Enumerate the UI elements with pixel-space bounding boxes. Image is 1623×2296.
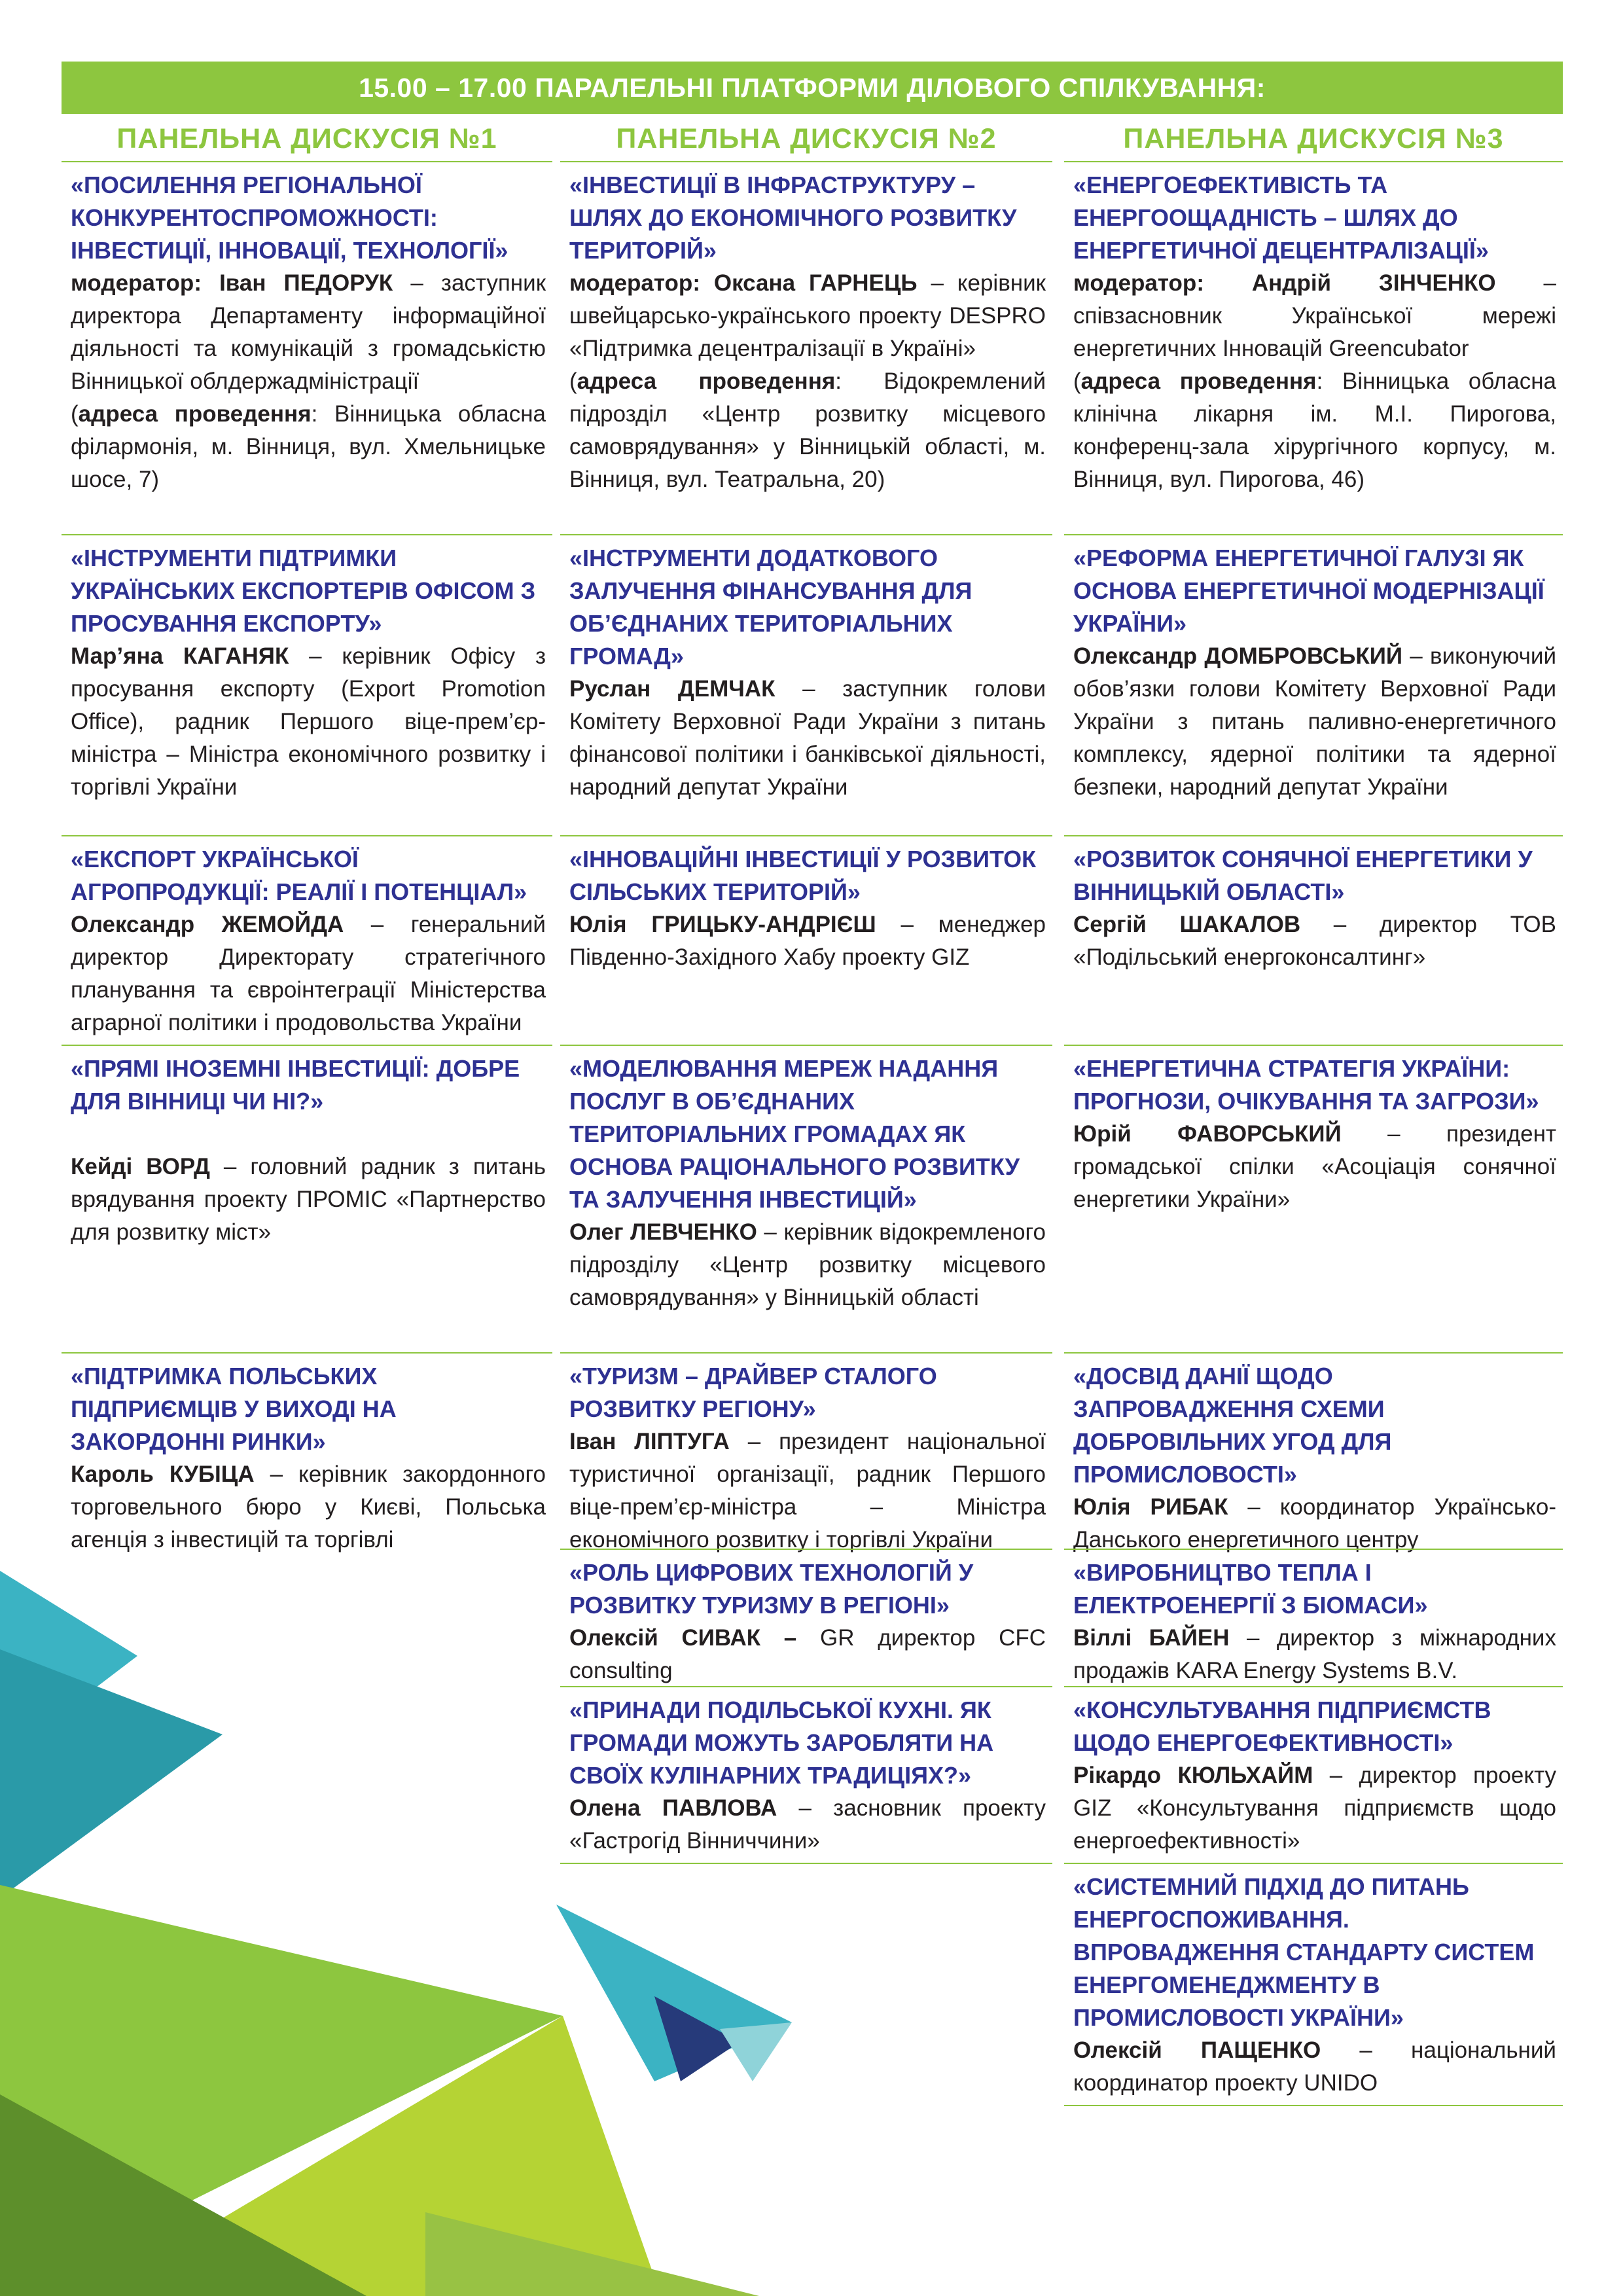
speaker-name: Мар’яна КАГАНЯК xyxy=(71,643,289,669)
session-title: «ПІДТРИМКА ПОЛЬСЬКИХ ПІДПРИЄМЦІВ У ВИХОДІ НА ЗАКОРДОННІ РИНКИ» xyxy=(71,1363,397,1455)
session-title: «СИСТЕМНИЙ ПІДХІД ДО ПИТАНЬ ЕНЕРГОСПОЖИВАННЯ. ВПРОВАДЖЕННЯ СТАНДАРТУ СИСТЕМ ЕНЕРГОМЕНЕДЖМЕНТУ В ПРОМИСЛОВОСТІ УКРАЇНИ» xyxy=(1073,1873,1535,2031)
session-entry xyxy=(560,1352,1052,1556)
speaker-role: – виконуючий обов’язки голови Комітету Верховної Ради України з питань паливно-енергетичного комплексу, ядерної політики та ядерної безпеки, народний депутат України xyxy=(1073,643,1556,800)
speaker-role: – керівник швейцарсько-українського проекту DESPRO «Підтримка децентралізації в Україні» xyxy=(569,270,1046,361)
column-heading-1: ПАНЕЛЬНА ДИСКУСІЯ №1 xyxy=(116,122,497,154)
speaker-role: – керівник Офісу з просування експорту (Export Promotion Office), радник Першого віце-прем’єр-міністра – Міністра економічного розвитку і торгівлі України xyxy=(71,643,546,800)
session-entry xyxy=(62,534,552,804)
session-entry xyxy=(62,1045,552,1249)
session-description xyxy=(1073,908,1556,974)
session-description xyxy=(1073,1759,1556,1857)
speaker-name: Юрій ФАВОРСЬКИЙ xyxy=(1073,1121,1342,1147)
speaker-role: – засновник проекту «Гастрогід Вінниччини» xyxy=(569,1795,1046,1854)
venue-text: : Вінницька обласна клінічна лікарня ім. М.І. Пирогова, конференц-зала хірургічного корпусу, м. Вінниця, вул. Пирогова, 46) xyxy=(1073,368,1557,492)
session-entry xyxy=(62,1352,552,1556)
venue-paren: ( xyxy=(71,401,79,427)
column-end-rule xyxy=(560,1863,1052,1864)
speaker-name: Руслан ДЕМЧАК xyxy=(569,676,776,702)
speaker-name: Кароль КУБІЦА xyxy=(71,1462,255,1487)
session-description xyxy=(569,1622,1046,1687)
speaker-name: Віллі БАЙЕН xyxy=(1073,1625,1230,1651)
session-description xyxy=(71,908,546,1039)
session-description xyxy=(569,1216,1046,1314)
session-description xyxy=(1073,1491,1556,1556)
session-entry xyxy=(1064,1045,1563,1216)
session-title: «РОЗВИТОК СОНЯЧНОЇ ЕНЕРГЕТИКИ У ВІННИЦЬКІЙ ОБЛАСТІ» xyxy=(1073,846,1533,905)
session-title: «РЕФОРМА ЕНЕРГЕТИЧНОЇ ГАЛУЗІ ЯК ОСНОВА ЕНЕРГЕТИЧНОЇ МОДЕРНІЗАЦІЇ УКРАЇНИ» xyxy=(1073,545,1544,637)
session-description xyxy=(1073,1622,1556,1687)
speaker-name: Олена ПАВЛОВА xyxy=(569,1795,777,1821)
session-description xyxy=(71,1458,546,1556)
session-title: «КОНСУЛЬТУВАННЯ ПІДПРИЄМСТВ ЩОДО ЕНЕРГОЕФЕКТИВНОСТІ» xyxy=(1073,1696,1491,1756)
speaker-name: Юлія РИБАК xyxy=(1073,1494,1228,1520)
session-title: «ІННОВАЦІЙНІ ІНВЕСТИЦІЇ У РОЗВИТОК СІЛЬСЬКИХ ТЕРИТОРІЙ» xyxy=(569,846,1037,905)
session-title: «ЕКСПОРТ УКРАЇНСЬКОЇ АГРОПРОДУКЦІЇ: РЕАЛІЇ І ПОТЕНЦІАЛ» xyxy=(71,846,527,905)
column-heading-2: ПАНЕЛЬНА ДИСКУСІЯ №2 xyxy=(616,122,997,154)
session-entry xyxy=(1064,1352,1563,1556)
session-title: «ПРИНАДИ ПОДІЛЬСЬКОЇ КУХНІ. ЯК ГРОМАДИ МОЖУТЬ ЗАРОБЛЯТИ НА СВОЇХ КУЛІНАРНИХ ТРАДИЦІЯХ?» xyxy=(569,1696,994,1789)
session-entry xyxy=(1064,534,1563,804)
session-entry xyxy=(62,161,552,496)
session-title: «ЕНЕРГЕТИЧНА СТРАТЕГІЯ УКРАЇНИ: ПРОГНОЗИ, ОЧІКУВАННЯ ТА ЗАГРОЗИ» xyxy=(1073,1055,1539,1115)
session-entry xyxy=(1064,1863,1563,2100)
session-entry xyxy=(1064,1686,1563,1857)
speaker-role: – співзасновник Української мережі енергетичних Інновацій Greencubator xyxy=(1073,270,1556,361)
speaker-role: – генеральний директор Директорату стратегічного планування та євроінтеграції Міністерства аграрної політики і продовольства України xyxy=(71,912,546,1035)
speaker-name: Олексій СИВАК – xyxy=(569,1625,797,1651)
session-entry xyxy=(560,161,1052,496)
speaker-role: – керівник закордонного торговельного бюро у Києві, Польська агенція з інвестицій та торгівлі xyxy=(71,1462,546,1552)
session-description xyxy=(569,908,1046,974)
session-entry xyxy=(1064,1549,1563,1687)
session-description xyxy=(1073,640,1556,804)
session-description xyxy=(71,267,546,496)
session-entry xyxy=(560,534,1052,804)
speaker-role: – керівник відокремленого підрозділу «Центр розвитку місцевого самоврядування» у Вінницькій області xyxy=(569,1219,1046,1310)
speaker-role: – директор проекту GIZ «Консультування підприємств щодо енергоефективності» xyxy=(1073,1763,1557,1854)
session-title: «ПРЯМІ ІНОЗЕМНІ ІНВЕСТИЦІЇ: ДОБРЕ ДЛЯ ВІННИЦІ ЧИ НІ?» xyxy=(71,1055,520,1115)
speaker-name: Іван ЛІПТУГА xyxy=(569,1429,730,1454)
column-heading-3: ПАНЕЛЬНА ДИСКУСІЯ №3 xyxy=(1123,122,1504,154)
speaker-name: Кейді ВОРД xyxy=(71,1154,210,1179)
speaker-role: – головний радник з питань врядування проекту ПРОМІС «Партнерство для розвитку міст» xyxy=(71,1154,546,1245)
session-title: «ПОСИЛЕННЯ РЕГІОНАЛЬНОЇ КОНКУРЕНТОСПРОМОЖНОСТІ: ІНВЕСТИЦІЇ, ІННОВАЦІЇ, ТЕХНОЛОГІЇ» xyxy=(71,171,508,264)
session-description xyxy=(1073,267,1556,496)
speaker-role: – президент національної туристичної організації, радник Першого віце-прем’єр-міністра – Міністра економічного розвитку і торгівлі України xyxy=(569,1429,1046,1552)
speaker-name: модератор: Андрій ЗІНЧЕНКО xyxy=(1073,270,1496,296)
session-title: «ДОСВІД ДАНІЇ ЩОДО ЗАПРОВАДЖЕННЯ СХЕМИ ДОБРОВІЛЬНИХ УГОД ДЛЯ ПРОМИСЛОВОСТІ» xyxy=(1073,1363,1392,1488)
venue-paren: ( xyxy=(1073,368,1081,394)
speaker-name: модератор: Іван ПЕДОРУК xyxy=(71,270,393,296)
session-title: «РОЛЬ ЦИФРОВИХ ТЕХНОЛОГІЙ У РОЗВИТКУ ТУРИЗМУ В РЕГІОНІ» xyxy=(569,1559,974,1619)
speaker-role: – директор з міжнародних продажів KARA Energy Systems B.V. xyxy=(1073,1625,1556,1683)
session-description xyxy=(1073,2034,1556,2100)
session-entry xyxy=(560,835,1052,974)
session-description xyxy=(569,1426,1046,1556)
session-title: «ІНСТРУМЕНТИ ДОДАТКОВОГО ЗАЛУЧЕННЯ ФІНАНСУВАННЯ ДЛЯ ОБ’ЄДНАНИХ ТЕРИТОРІАЛЬНИХ ГРОМАД» xyxy=(569,545,972,670)
session-description xyxy=(71,1151,546,1249)
session-entry xyxy=(560,1686,1052,1857)
session-entry xyxy=(560,1549,1052,1687)
venue-label: адреса проведення xyxy=(1080,368,1317,394)
speaker-role: – національний координатор проекту UNIDO xyxy=(1073,2037,1556,2096)
session-title: «ТУРИЗМ – ДРАЙВЕР СТАЛОГО РОЗВИТКУ РЕГІОНУ» xyxy=(569,1363,937,1422)
speaker-role: GR директор CFC consulting xyxy=(569,1625,1046,1683)
speaker-role: – заступник директора Департаменту інформаційної діяльності та комунікацій з громадськістю Вінницької облдержадміністрації xyxy=(71,270,546,394)
speaker-name: Сергій ШАКАЛОВ xyxy=(1073,912,1301,937)
speaker-role: – президент громадської спілки «Асоціація сонячної енергетики України» xyxy=(1073,1121,1556,1212)
session-description xyxy=(569,1792,1046,1857)
speaker-name: модератор: Оксана ГАРНЕЦЬ xyxy=(569,270,918,296)
session-entry xyxy=(1064,835,1563,974)
session-description xyxy=(569,673,1046,804)
speaker-role: – заступник голови Комітету Верховної Ради України з питань фінансової політики і банківської діяльності, народний депутат України xyxy=(569,676,1046,800)
speaker-name: Рікардо КЮЛЬХАЙМ xyxy=(1073,1763,1313,1788)
speaker-name: Юлія ГРИЦЬКУ-АНДРІЄШ xyxy=(569,912,876,937)
session-entry xyxy=(560,1045,1052,1314)
speaker-name: Олексій ПАЩЕНКО xyxy=(1073,2037,1321,2063)
speaker-role: – менеджер Південно-Західного Хабу проекту GIZ xyxy=(569,912,1046,970)
session-entry xyxy=(62,835,552,1039)
session-banner: 15.00 – 17.00 ПАРАЛЕЛЬНІ ПЛАТФОРМИ ДІЛОВОГО СПІЛКУВАННЯ: xyxy=(62,62,1563,114)
column-end-rule xyxy=(1064,2105,1563,2106)
venue-paren: ( xyxy=(569,368,577,394)
speaker-name: Олександр ДОМБРОВСЬКИЙ xyxy=(1073,643,1403,669)
session-title: «ІНВЕСТИЦІЇ В ІНФРАСТРУКТУРУ – ШЛЯХ ДО ЕКОНОМІЧНОГО РОЗВИТКУ ТЕРИТОРІЙ» xyxy=(569,171,1017,264)
venue-label: адреса проведення xyxy=(78,401,312,427)
speaker-role: – координатор Українсько-Данського енергетичного центру xyxy=(1073,1494,1556,1552)
session-title: «ІНСТРУМЕНТИ ПІДТРИМКИ УКРАЇНСЬКИХ ЕКСПОРТЕРІВ ОФІСОМ З ПРОСУВАННЯ ЕКСПОРТУ» xyxy=(71,545,536,637)
speaker-name: Олег ЛЕВЧЕНКО xyxy=(569,1219,757,1245)
venue-label: адреса проведення xyxy=(577,368,836,394)
session-description xyxy=(1073,1118,1556,1216)
session-title: «ЕНЕРГОЕФЕКТИВІСТЬ ТА ЕНЕРГООЩАДНІСТЬ – ШЛЯХ ДО ЕНЕРГЕТИЧНОЇ ДЕЦЕНТРАЛІЗАЦІЇ» xyxy=(1073,171,1489,264)
venue-text: : Відокремлений підрозділ «Центр розвитку місцевого самоврядування» у Вінницькій області, м. Вінниця, вул. Театральна, 20) xyxy=(569,368,1046,492)
session-entry xyxy=(1064,161,1563,496)
session-description xyxy=(71,640,546,804)
session-title: «ВИРОБНИЦТВО ТЕПЛА І ЕЛЕКТРОЕНЕРГІЇ З БІОМАСИ» xyxy=(1073,1559,1428,1619)
speaker-name: Олександр ЖЕМОЙДА xyxy=(71,912,344,937)
venue-text: : Вінницька обласна філармонія, м. Вінниця, вул. Хмельницьке шосе, 7) xyxy=(71,401,546,492)
session-description xyxy=(569,267,1046,496)
speaker-role: – директор ТОВ «Подільський енергоконсалтинг» xyxy=(1073,912,1556,970)
session-title: «МОДЕЛЮВАННЯ МЕРЕЖ НАДАННЯ ПОСЛУГ В ОБ’ЄДНАНИХ ТЕРИТОРІАЛЬНИХ ГРОМАДАХ ЯК ОСНОВА РАЦІОНАЛЬНОГО РОЗВИТКУ ТА ЗАЛУЧЕННЯ ІНВЕСТИЦІЙ» xyxy=(569,1055,1020,1213)
